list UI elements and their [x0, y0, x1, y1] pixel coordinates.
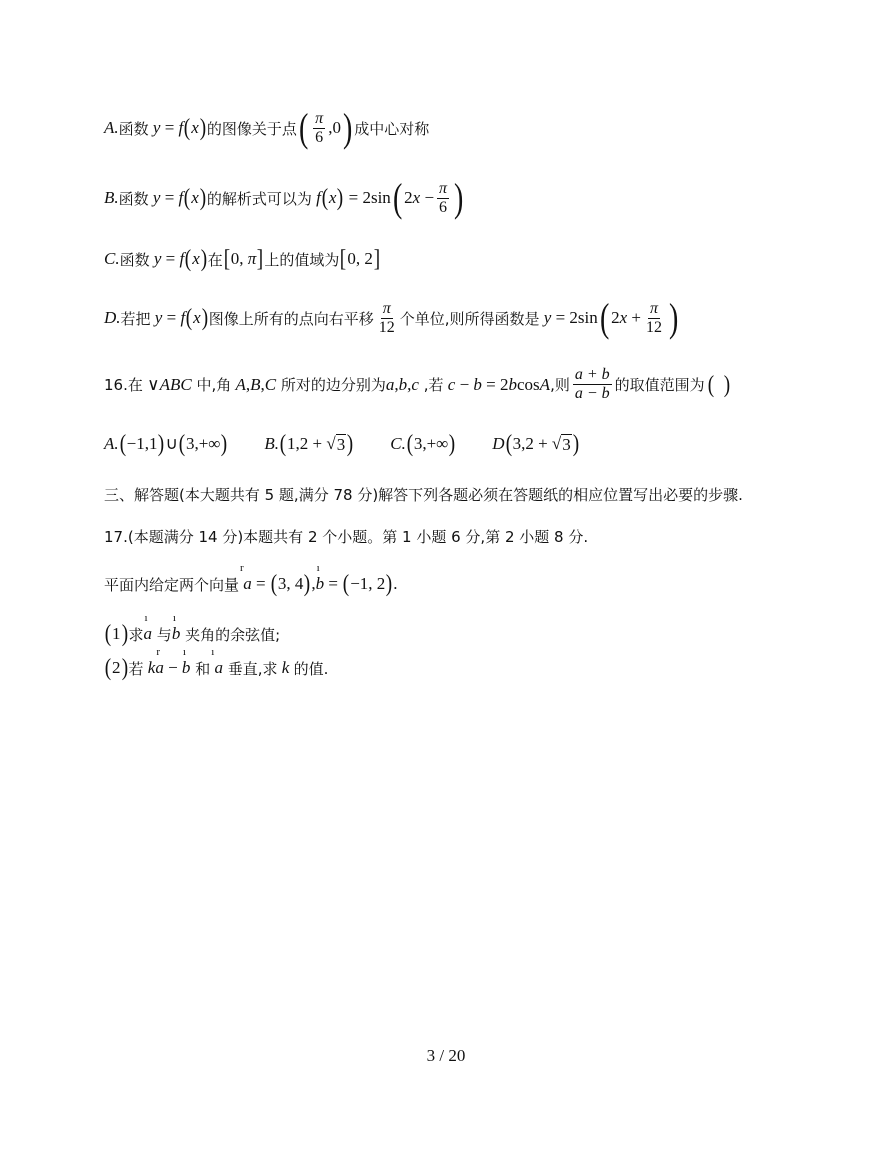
question-16-text5: 的取值范围为: [614, 376, 705, 394]
question-17-intro-text: 17.(本题满分 14 分)本题共有 2 个小题。第 1 小题 6 分,第 2 小题 8 分.: [104, 528, 589, 546]
q17-part2-text4: 的值.: [293, 659, 329, 678]
sqrt-3: √ 3: [551, 433, 571, 454]
q17-part2-text3: 垂直,求: [227, 659, 278, 678]
option-b-text2: 的解析式可以为: [206, 189, 312, 208]
math-expr: y: [148, 118, 161, 137]
option-d-text3: 个单位,则所得函数是: [399, 309, 540, 328]
option-d-label: D.: [104, 308, 121, 327]
option-d-text2: 图像上所有的点向右平移: [208, 309, 374, 328]
option-a-text3: 成中心对称: [354, 119, 430, 138]
q17-part2-text2: 和: [195, 659, 211, 678]
q17-part1-text2: 与: [156, 625, 172, 644]
fraction-pi-12: $\frac{\pi}{12}$: [378, 299, 395, 336]
q16-option-a-label: A.: [104, 434, 119, 453]
option-c-text3: 上的值域为: [264, 250, 340, 269]
option-a-text1: 函数: [118, 119, 149, 138]
option-a: A. 函数 y = f ( x ) 的图像关于点 ( $\frac{\pi}{6}$ ,0 ) 成中心对称: [104, 105, 430, 150]
question-17-part-2: ( 2 ) 若 k a r − b ı 和 a ı 垂直,求 k 的值.: [104, 646, 329, 681]
fraction-pi-12: $\frac{\pi}{12}$: [645, 299, 662, 336]
option-b-text1: 函数: [118, 189, 149, 208]
option-c-text2: 在: [207, 250, 223, 269]
question-16-options: A. ( −1,1 ) ∪ ( 3,+∞ ) B. ( 1,2 + √ 3 ) C. ( 3,+∞ ) D ( 3,2 + √ 3 ): [104, 431, 579, 457]
question-16-text4: ,则: [550, 376, 570, 394]
q16-option-d-label: D: [492, 434, 505, 453]
page-number: 3 / 20: [426, 1046, 466, 1065]
option-c: C. 函数 y = f ( x ) 在 [ 0, π ] 上的值域为 [ 0, 2 ]: [104, 246, 381, 272]
question-16-text2: 所对的边分别为: [280, 376, 386, 394]
q17-part2-text1: 若: [128, 659, 144, 678]
q17-part1-text1: 求: [128, 625, 144, 644]
option-c-text1: 函数: [119, 250, 150, 269]
fraction-pi-6: $\frac{\pi}{6}$: [315, 109, 324, 146]
question-16-text3: ,若: [423, 376, 444, 394]
section-3-heading: [104, 484, 743, 505]
question-16: 16.在 ∨ ABC 中,角 A , B , C 所对的边分别为 a , b , c ,若 c − b = 2 b cos A ,则 $\frac{a + b}{a - b}$ 的取值范围为 ( ): [104, 366, 730, 402]
fraction-pi-6: $\frac{\pi}{6}$: [439, 179, 448, 216]
q16-option-b-label: B.: [264, 434, 280, 453]
option-d-text1: 若把: [120, 309, 151, 328]
question-17-part-1: ( 1 ) 求 a ı 与 b ı 夹角的余弦值;: [104, 612, 281, 647]
sqrt-3: √ 3: [326, 433, 346, 454]
option-b-label: B.: [104, 188, 119, 207]
option-a-label: A.: [104, 118, 119, 137]
question-16-text1: 中,角: [196, 376, 232, 394]
option-b: B. 函数 y = f ( x ) 的解析式可以为 f ( x ) = 2sin ( 2 x − $\frac{\pi}{6}$ ): [104, 175, 464, 220]
question-17-intro: [104, 526, 588, 547]
question-17-given-text: 平面内给定两个向量: [104, 575, 240, 594]
option-d: D. 若把 y = f ( x ) 图像上所有的点向右平移 $\frac{\pi}{12}$ 个单位,则所得函数是 y = 2sin ( 2 x + $\frac{\pi}{12}$ ): [104, 295, 679, 340]
section-3-text: 三、解答题(本大题共有 5 题,满分 78 分)解答下列各题必须在答题纸的相应位置写出必要的步骤.: [104, 486, 743, 504]
option-a-text2: 的图像关于点: [206, 119, 297, 138]
q17-part1-text3: 夹角的余弦值;: [185, 625, 281, 644]
question-16-number: 16.在: [104, 376, 143, 394]
fraction-a-plus-b-over-a-minus-b: $\frac{a + b}{a - b}$: [574, 366, 610, 402]
question-17-given: 平面内给定两个向量 a r = ( 3, 4 ) , b ı = ( −1, 2 ) .: [104, 562, 398, 597]
option-c-label: C.: [104, 249, 120, 268]
q16-option-c-label: C.: [390, 434, 406, 453]
